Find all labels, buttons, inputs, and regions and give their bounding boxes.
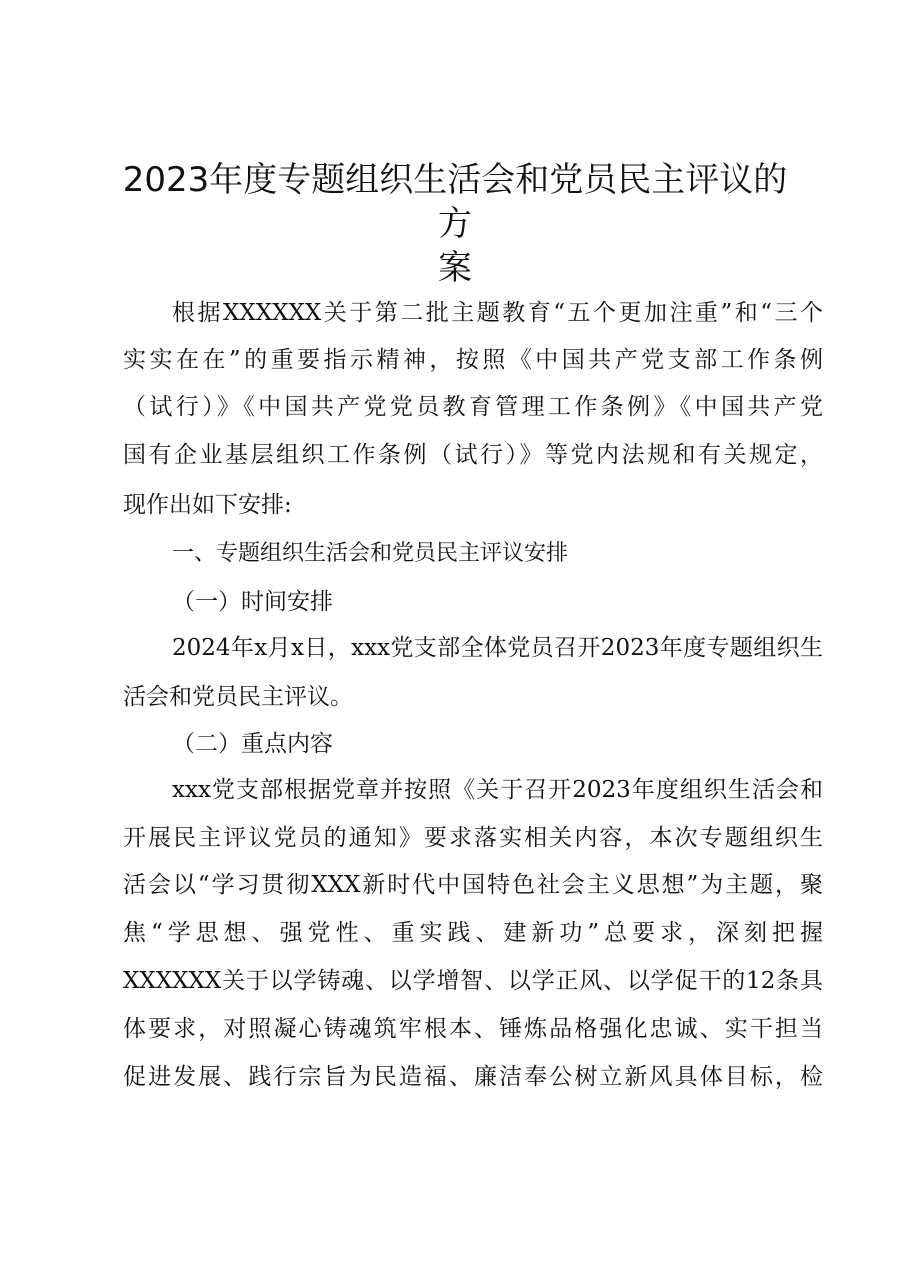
paragraph-line: 焦“学思想、强党性、重实践、建新功”总要求，深刻把握 [123,920,823,946]
paragraph-line: 实实在在”的重要指示精神，按照《中国共产党支部工作条例 [123,347,823,373]
document-title [112,158,798,290]
paragraph-line: 开展民主评议党员的通知》要求落实相关内容，本次专题组织生 [123,825,823,851]
paragraph-line: 活会和党员民主评议。 [123,684,353,710]
section-heading: 一、专题组织生活会和党员民主评议安排 [172,541,569,566]
subsection-heading: （一）时间安排 [172,589,333,615]
paragraph-line: （试行）》《中国共产党党员教育管理工作条例》《中国共产党 [123,394,823,420]
paragraph-line: 活会以“学习贯彻XXX新时代中国特色社会主义思想”为主题，聚 [123,872,823,898]
title-line-2: 案 [438,248,472,288]
paragraph-line: 根据XXXXXX关于第二批主题教育“五个更加注重”和“三个 [172,300,823,326]
paragraph-line: 促进发展、践行宗旨为民造福、廉洁奉公树立新风具体目标，检 [123,1064,823,1090]
paragraph-line: 现作出如下安排: [123,492,292,518]
paragraph-line: 2024年x月x日，xxx党支部全体党员召开2023年度专题组织生 [172,635,823,661]
subsection-heading: （二）重点内容 [172,731,333,757]
title-line-1: 2023年度专题组织生活会和党员民主评议的方 [122,160,788,244]
paragraph-line: 国有企业基层组织工作条例（试行）》等党内法规和有关规定， [123,442,823,468]
paragraph-line: 体要求，对照凝心铸魂筑牢根本、锤炼品格强化忠诚、实干担当 [123,1016,823,1042]
paragraph-line: XXXXXX关于以学铸魂、以学增智、以学正风、以学促干的12条具 [123,968,823,994]
paragraph-line: xxx党支部根据党章并按照《关于召开2023年度组织生活会和 [172,777,823,803]
